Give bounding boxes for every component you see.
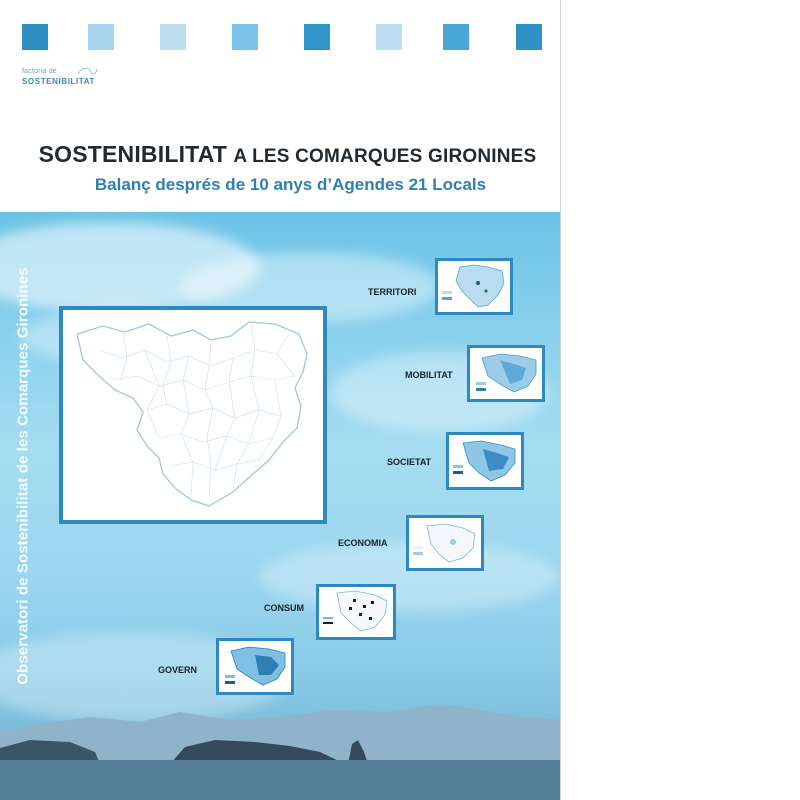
cover-subtitle: Balanç després de 10 anys d’Agendes 21 Locals [94, 175, 487, 194]
label-territori: TERRITORI [368, 287, 417, 297]
sea-strip [0, 760, 560, 800]
label-economia: ECONOMIA [338, 538, 388, 548]
thumbnail-territori [435, 258, 513, 315]
title-part-1: SOSTENIBILITAT [38, 141, 228, 167]
header-square [304, 24, 330, 50]
spine-text-area [8, 256, 38, 696]
label-mobilitat: MOBILITAT [405, 370, 453, 380]
map-thumbnail [409, 518, 481, 568]
thumbnail-consum [316, 584, 396, 640]
thumbnail-govern [216, 638, 294, 695]
header-square [376, 24, 402, 50]
publisher-logo [22, 68, 112, 92]
logo-big-text: SOSTENIBILITAT [22, 77, 95, 86]
header-square [516, 24, 542, 50]
map-thumbnail [449, 435, 521, 487]
title-part-2: A LES COMARQUES GIRONINES [233, 146, 537, 167]
map-thumbnail [470, 348, 542, 399]
map-thumbnail [438, 261, 510, 312]
header-square [232, 24, 258, 50]
logo-small-text: factoria de [22, 68, 57, 75]
cover-title [0, 141, 561, 168]
label-govern: GOVERN [158, 665, 198, 675]
label-consum: CONSUM [264, 603, 304, 613]
header-square [160, 24, 186, 50]
header-squares [22, 24, 552, 50]
label-societat: SOCIETAT [387, 457, 432, 467]
main-map [59, 306, 327, 524]
thumbnail-societat [446, 432, 524, 490]
header-square [88, 24, 114, 50]
header-square [22, 24, 48, 50]
map-thumbnail [219, 641, 291, 692]
map-thumbnail [319, 587, 393, 637]
thumbnail-mobilitat [467, 345, 545, 402]
header-square [443, 24, 469, 50]
girona-region-map [63, 310, 323, 520]
thumbnail-economia [406, 515, 484, 571]
observatori-vertical-text: Observatori de Sostenibilitat de les Comarques Gironines [14, 267, 32, 685]
